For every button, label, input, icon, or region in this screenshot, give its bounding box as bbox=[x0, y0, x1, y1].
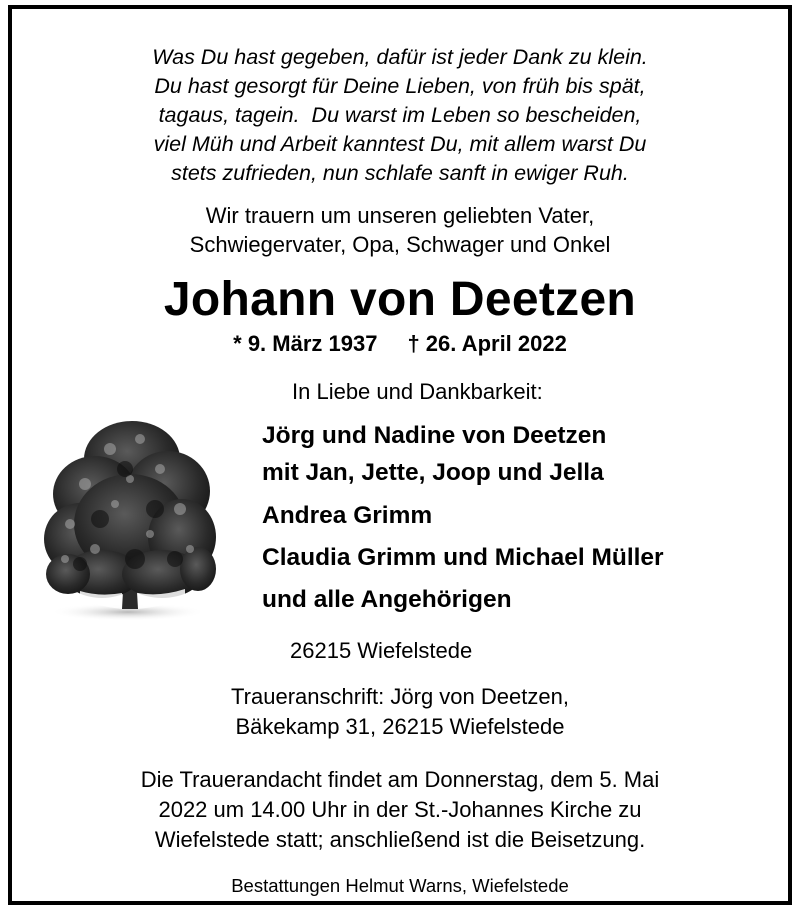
place-of-residence: 26215 Wiefelstede bbox=[290, 638, 473, 663]
relative-line: Andrea Grimm bbox=[262, 502, 433, 529]
mourning-intro bbox=[12, 201, 788, 259]
deceased-name: Johann von Deetzen bbox=[163, 273, 637, 326]
relatives-group bbox=[262, 417, 664, 491]
service-line: Wiefelstede statt; anschließend ist die Beisetzung. bbox=[154, 827, 646, 852]
service-line: Die Trauerandacht findet am Donnerstag, dem 5. Mai bbox=[140, 767, 660, 792]
service-line: 2022 um 14.00 Uhr in der St.-Johannes Kirche zu bbox=[158, 797, 642, 822]
poem-line: Was Du hast gegeben, dafür ist jeder Dank zu klein. bbox=[152, 45, 648, 69]
thanks-label: In Liebe und Dankbarkeit: bbox=[292, 379, 543, 404]
mourning-address bbox=[12, 682, 788, 742]
memorial-poem bbox=[12, 43, 788, 188]
relative-line: Claudia Grimm und Michael Müller bbox=[262, 544, 664, 571]
address-line: Traueranschrift: Jörg von Deetzen, bbox=[231, 684, 569, 709]
relatives-group bbox=[262, 497, 664, 534]
poem-line: stets zufrieden, nun schlafe sanft in ewiger Ruh. bbox=[171, 161, 629, 185]
funeral-home: Bestattungen Helmut Warns, Wiefelstede bbox=[231, 875, 569, 896]
intro-line: Wir trauern um unseren geliebten Vater, bbox=[205, 203, 595, 228]
obituary-notice bbox=[8, 5, 792, 905]
poem-line: Du hast gesorgt für Deine Lieben, von früh bis spät, bbox=[154, 74, 646, 98]
relatives-list bbox=[262, 417, 664, 618]
tree-icon bbox=[40, 409, 220, 624]
poem-line: viel Müh und Arbeit kanntest Du, mit allem warst Du bbox=[153, 132, 647, 156]
intro-line: Schwiegervater, Opa, Schwager und Onkel bbox=[189, 232, 611, 257]
birth-date: * 9. März 1937 bbox=[233, 331, 378, 356]
relative-line: mit Jan, Jette, Joop und Jella bbox=[262, 459, 604, 486]
service-info bbox=[12, 765, 788, 855]
relative-line: Jörg und Nadine von Deetzen bbox=[262, 422, 607, 449]
relatives-group bbox=[262, 581, 664, 618]
address-line: Bäkekamp 31, 26215 Wiefelstede bbox=[235, 714, 565, 739]
relative-line: und alle Angehörigen bbox=[262, 586, 512, 613]
life-dates bbox=[12, 329, 788, 359]
relatives-group bbox=[262, 539, 664, 576]
poem-line: tagaus, tagein. Du warst im Leben so bescheiden, bbox=[158, 103, 642, 127]
death-date: † 26. April 2022 bbox=[407, 331, 567, 356]
